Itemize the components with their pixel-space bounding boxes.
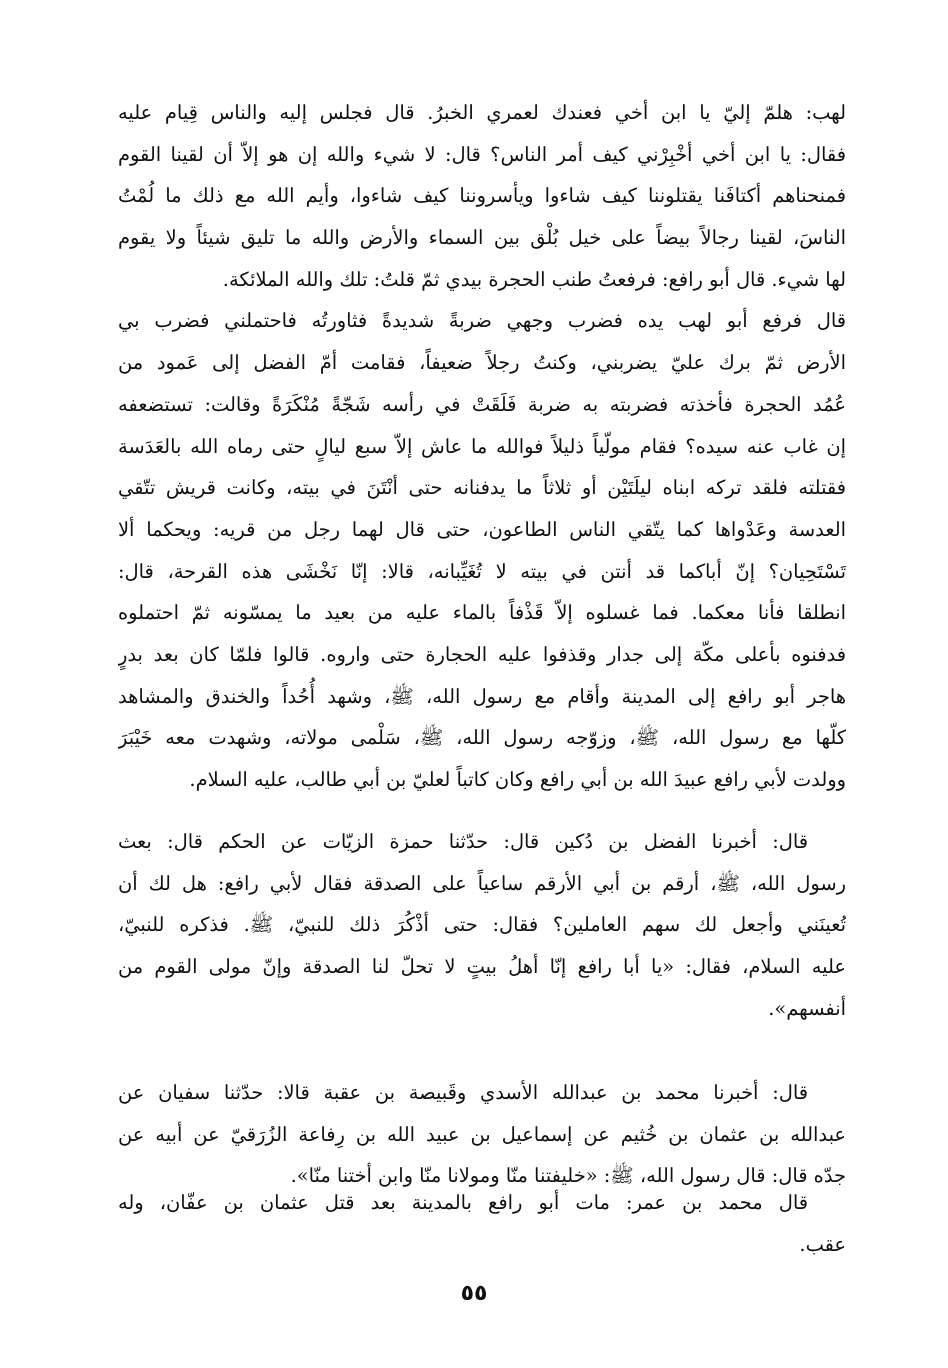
text-line: قال: أخبرنا محمد بن عبدالله الأسدي وقَبيصة بن عقبة قالا: حدّثنا سفيان عن xyxy=(118,1081,808,1104)
text-line: تَسْتَحِيان؟ إنّ أباكما قد أنتن في بيته لا تُغَيِّبانه، قالا: إنّا نَخْشَى هذه القرحة، قال: xyxy=(118,559,846,583)
text-line: جدّه قال: قال رسول الله، ﷺ: «خليفتنا منّا ومولانا منّا وابن أختنا منّا». xyxy=(290,1164,846,1188)
text-line: قال: أخبرنا الفضل بن دُكين قال: حدّثنا حمزة الزيّات عن الحكم قال: بعث xyxy=(118,830,808,853)
text-line: لها شيء. قال أبو رافع: فرفعتُ طنب الحجرة بيدي ثمّ قلتُ: تلك والله الملائكة. xyxy=(222,267,846,291)
text-line: كلّها مع رسول الله، ﷺ، وزوّجه رسول الله، ﷺ، سَلْمى مولاته، وشهدت معه خَيْبَرَ xyxy=(118,726,846,750)
paragraph-4 xyxy=(118,1182,846,1265)
text-line: عليه السلام، فقال: «يا أبا رافع إنّا أهلُ بيتٍ لا تحلّ لنا الصدقة وإنّ مولى القوم من xyxy=(118,955,846,979)
text-line: لهب: هلمّ إليّ يا ابن أخي فعندك لعمري الخبرُ. قال فجلس إليه والناس قِيام عليه xyxy=(118,101,846,124)
text-line: رسول الله، ﷺ، أرقم بن أبي الأرقم ساعياً على الصدقة فقال لأبي رافع: هل لك أن xyxy=(118,871,846,895)
text-line: فمنحناهم أكتافَنا يقتلوننا كيف شاءوا ويأسروننا كيف شاءوا، وأيم الله مع ذلك ما لُمْتُ xyxy=(118,184,846,208)
text-line: هاجر أبو رافع إلى المدينة وأقام مع رسول الله، ﷺ، وشهد أُحُداً والخندق والمشاهد xyxy=(118,684,846,708)
text-line: أنفسهم». xyxy=(768,996,846,1020)
text-line: قال محمد بن عمر: مات أبو رافع بالمدينة بعد قتل عثمان بن عفّان، وله xyxy=(118,1191,808,1214)
text-line: العدسة وعَدْواها كما يتّقي الناس الطاعون، حتى قال لهما رجل من قريه: ويحكما ألا xyxy=(118,517,846,541)
text-line: وولدت لأبي رافع عبيدَ الله بن أبي رافع وكان كاتباً لعليّ بن أبي طالب، عليه السلام. xyxy=(189,768,846,791)
text-line: تُعينَني وأجعل لك سهم العاملين؟ فقال: حتى أذْكُرَ ذلك للنبيّ، ﷺ. فذكره للنبيّ، xyxy=(118,913,846,937)
paragraph-3 xyxy=(118,1072,846,1197)
text-line: إن غاب عنه سيده؟ فقام مولّياً ذليلاً فوالله ما عاش إلاّ سبع ليالٍ حتى رماه الله بالعَدَسة xyxy=(118,434,846,458)
paragraph-1 xyxy=(118,92,846,801)
paragraph-2 xyxy=(118,821,846,1029)
text-line: فقال: يا ابن أخي أخْبِرْني كيف أمر الناس؟ قال: لا شيء والله إن هو إلاّ أن لقينا القوم xyxy=(118,142,846,166)
text-line: عقب. xyxy=(799,1232,846,1256)
text-line: الأرض ثمّ برك عليّ يضربني، وكنتُ رجلاً ضعيفاً، فقامت أمّ الفضل إلى عَمود من xyxy=(118,351,846,375)
text-line: عُمُد الحجرة فأخذته فضربته به ضربة فَلَقَتْ في رأسه شَجّةً مُنْكَرَةً وقالت: تستضعفه xyxy=(118,392,846,416)
text-line: قال فرفع أبو لهب يده فضرب وجهي ضربةً شديدةً فثاورتُه فاحتملني فضرب بي xyxy=(118,309,846,333)
text-line: فقتلته فلقد تركه ابناه ليلَتَيْن أو ثلاثاً ما يدفنانه حتى أنْتَنَ في بيته، وكانت قريش تتّقي xyxy=(118,476,846,500)
text-line: انطلقا فأنا معكما. فما غسلوه إلاّ قَذْفاً بالماء عليه من بعيد ما يمسّونه ثمّ احتملوه xyxy=(118,601,846,625)
text-line: عبدالله بن عثمان بن خُثيم عن إسماعيل بن عبيد الله بن رِفاعة الزُرَقيّ عن أبيه عن xyxy=(118,1122,846,1146)
text-line: فدفنوه بأعلى مكّة إلى جدار وقذفوا عليه الحجارة حتى واروه. قالوا فلمّا كان بعد بدرٍ xyxy=(118,642,846,666)
page-number: ٥٥ xyxy=(460,1281,488,1306)
text-line: الناسَ، لقينا رجالاً بيضاً على خيل بُلْق بين السماء والأرض والله ما تليق شيئاً ولا يقوم xyxy=(118,226,846,250)
